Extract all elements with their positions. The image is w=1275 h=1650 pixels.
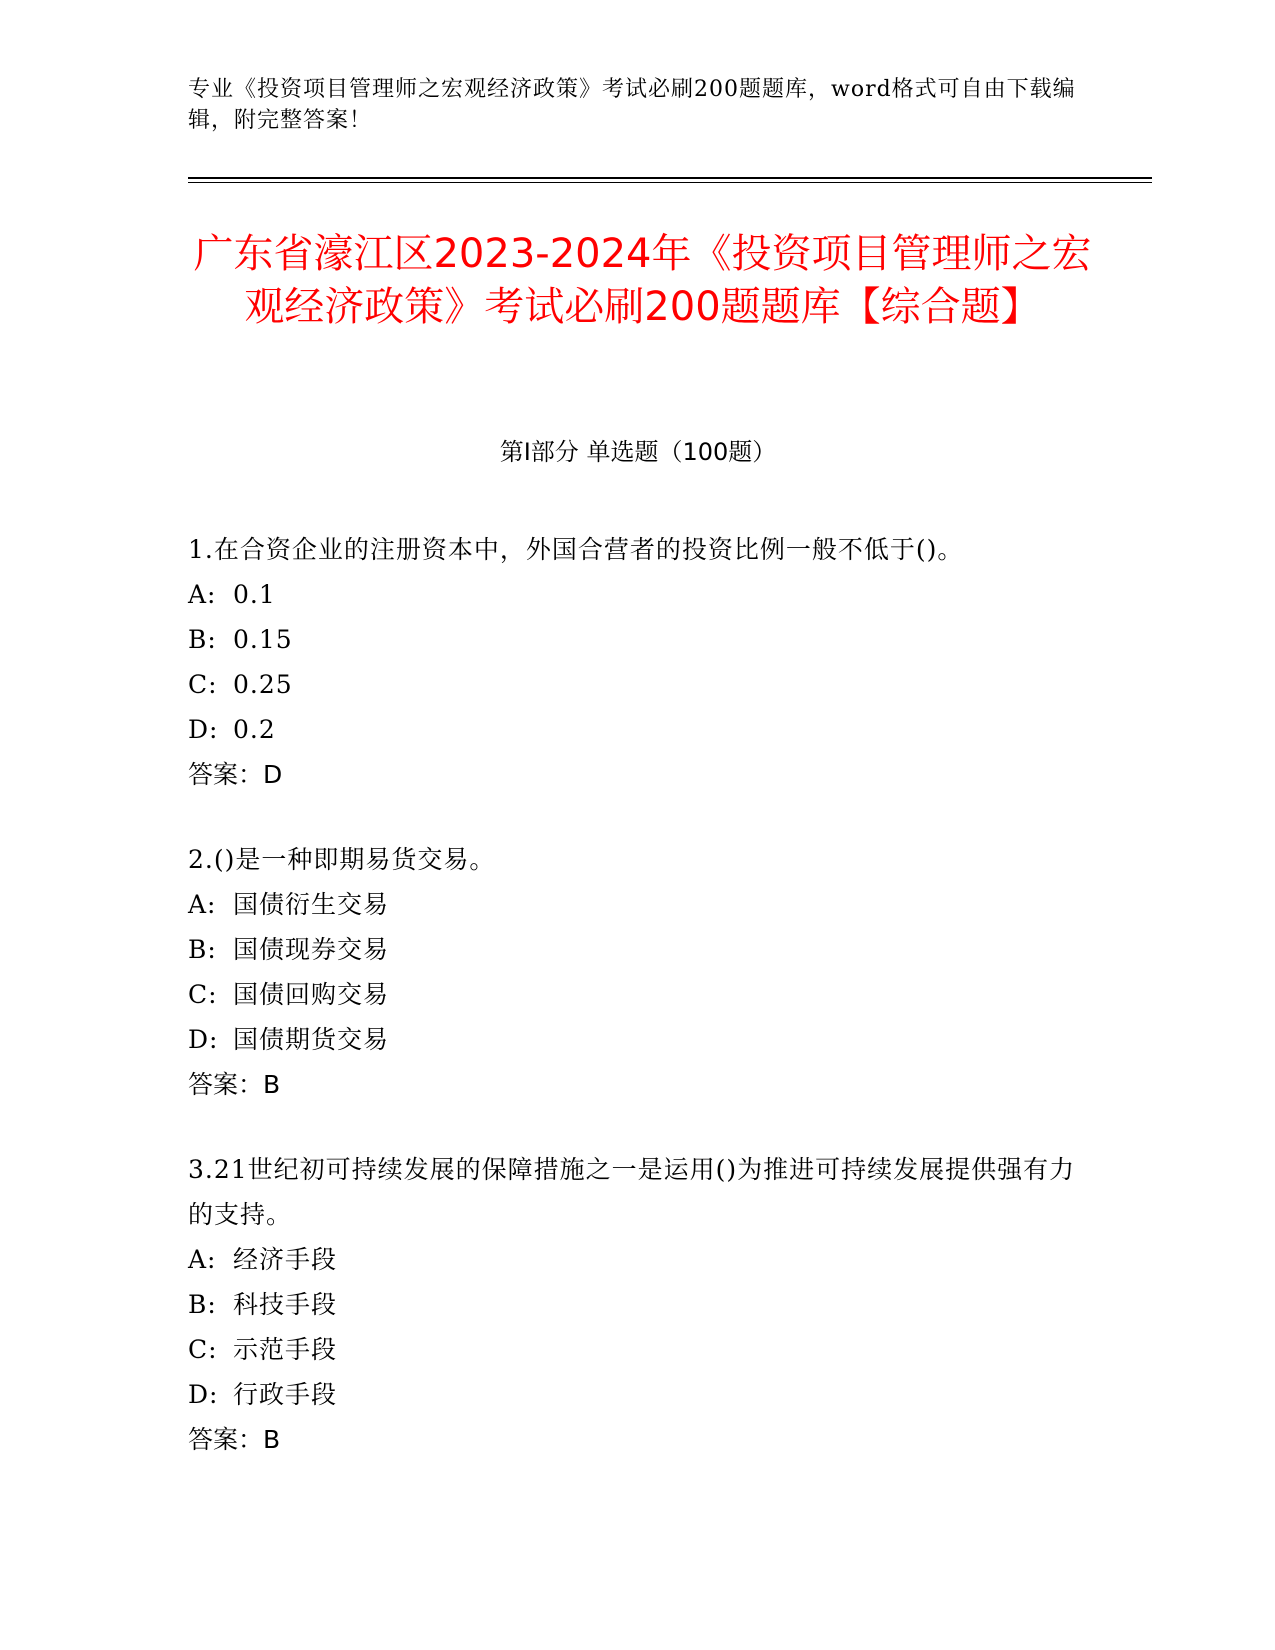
header-rule-thick — [188, 177, 1152, 179]
option-b — [188, 927, 1088, 972]
option-text: 0.15 — [233, 625, 293, 654]
option-text: 0.2 — [233, 715, 276, 744]
option-key: D: — [188, 715, 219, 744]
option-a — [188, 1237, 1088, 1282]
option-a — [188, 572, 1088, 617]
option-key: C: — [188, 1335, 218, 1364]
option-key: C: — [188, 980, 218, 1009]
option-text: 行政手段 — [233, 1380, 338, 1409]
option-key: D: — [188, 1380, 219, 1409]
option-text: 科技手段 — [233, 1290, 338, 1319]
question-stem: 1.在合资企业的注册资本中，外国合营者的投资比例一般不低于()。 — [188, 535, 964, 564]
question-1 — [188, 527, 1088, 797]
option-c — [188, 1327, 1088, 1372]
option-d — [188, 1017, 1088, 1062]
option-key: A: — [188, 890, 217, 919]
option-b — [188, 1282, 1088, 1327]
option-a — [188, 882, 1088, 927]
option-key: B: — [188, 625, 217, 654]
option-b — [188, 617, 1088, 662]
header-note: 专业《投资项目管理师之宏观经济政策》考试必刷200题题库，word格式可自由下载编辑，附完整答案！ — [188, 77, 1076, 133]
question-2 — [188, 837, 1088, 1107]
option-c — [188, 972, 1088, 1017]
option-text: 示范手段 — [233, 1335, 338, 1364]
document-title: 广东省濠江区2023-2024年《投资项目管理师之宏观经济政策》考试必刷200题题库【综合题】 — [193, 231, 1092, 330]
question-stem: 3.21世纪初可持续发展的保障措施之一是运用()为推进可持续发展提供强有力的支持。 — [188, 1155, 1076, 1229]
option-key: A: — [188, 580, 217, 609]
answer-line: 答案：B — [188, 1070, 281, 1099]
header-rule-thin — [188, 182, 1152, 183]
question-list — [188, 527, 1088, 1502]
option-text: 国债衍生交易 — [233, 890, 390, 919]
question-3 — [188, 1147, 1088, 1462]
answer-line: 答案：D — [188, 760, 283, 789]
option-key: A: — [188, 1245, 217, 1274]
section-title: 第I部分 单选题（100题） — [499, 438, 777, 466]
answer-line: 答案：B — [188, 1425, 281, 1454]
question-stem: 2.()是一种即期易货交易。 — [188, 845, 496, 874]
option-text: 0.25 — [233, 670, 293, 699]
option-key: B: — [188, 935, 217, 964]
option-d — [188, 707, 1088, 752]
option-key: D: — [188, 1025, 219, 1054]
option-text: 国债现券交易 — [233, 935, 390, 964]
option-text: 国债回购交易 — [233, 980, 390, 1009]
option-text: 0.1 — [233, 580, 276, 609]
option-text: 经济手段 — [233, 1245, 338, 1274]
option-key: B: — [188, 1290, 217, 1319]
option-d — [188, 1372, 1088, 1417]
option-c — [188, 662, 1088, 707]
option-key: C: — [188, 670, 218, 699]
option-text: 国债期货交易 — [233, 1025, 390, 1054]
